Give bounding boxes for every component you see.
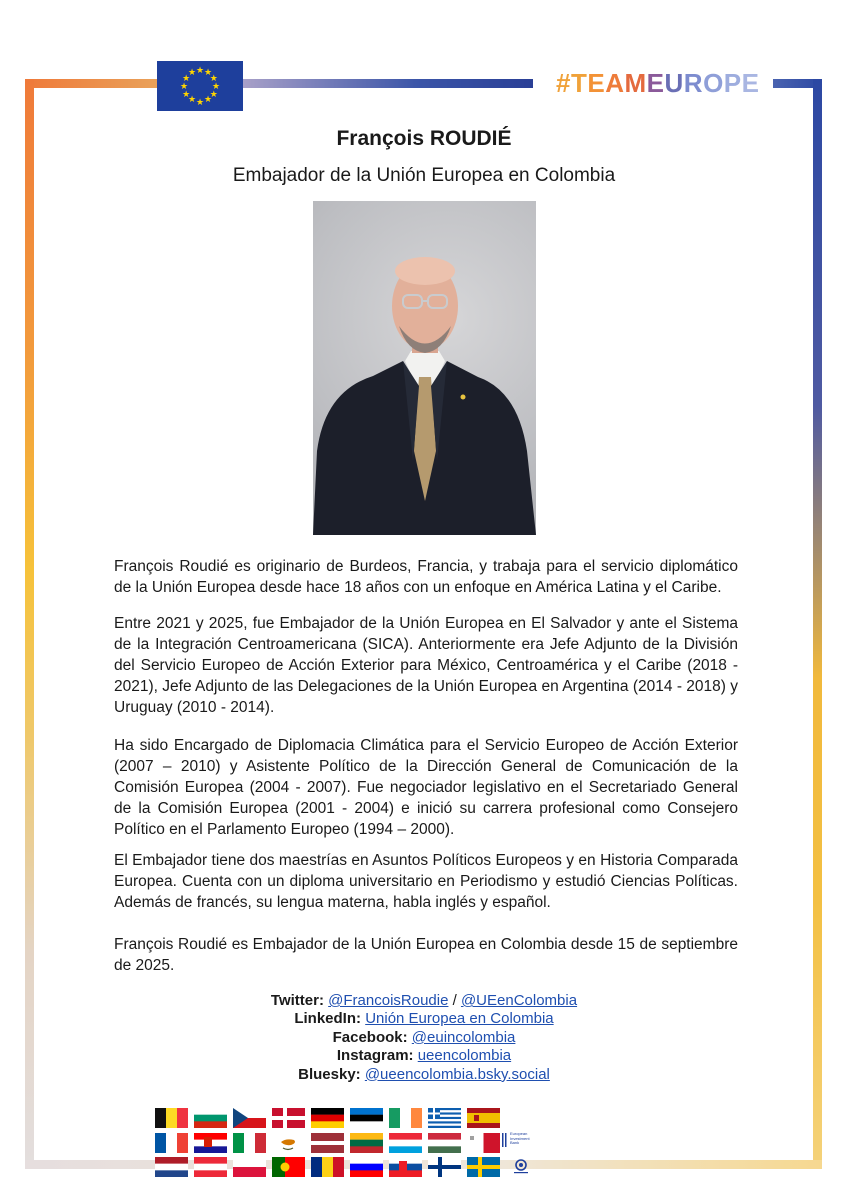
eu-flag-logo	[157, 61, 243, 111]
facebook-link[interactable]: @euincolombia	[411, 1028, 516, 1046]
slovenia-flag	[350, 1157, 383, 1177]
linkedin-link[interactable]: Unión Europea en Colombia	[365, 1010, 554, 1028]
malta-flag	[467, 1133, 500, 1153]
twitter-row	[0, 992, 848, 1010]
eu-star-icon: ★	[203, 94, 213, 105]
twitter-label: Twitter:	[270, 992, 324, 1009]
sweden-flag	[467, 1157, 500, 1177]
frame-top-left-bar	[25, 79, 160, 88]
cyprus-flag	[272, 1133, 305, 1153]
instagram-link[interactable]: ueencolombia	[417, 1047, 512, 1065]
finland-flag	[428, 1157, 461, 1177]
eib-logo	[502, 1131, 536, 1153]
twitter-separator: /	[448, 992, 461, 1009]
frame-top-middle-bar	[243, 79, 533, 88]
bulgaria-flag	[194, 1108, 227, 1128]
bio-paragraph-career: Entre 2021 y 2025, fue Embajador de la Unión Europea en El Salvador y ante el Sistema de la Integración Centroamericana (SICA). Anteriormente era Jefe Adjunto de la División del Servicio Europeo de Acción Exterior para México, Centroamérica y el Caribe (2018 - 2021), Jefe Adjunto de las Delegaciones de la Unión Europea en Argentina (2014 - 2018) y Uruguay (2010 - 2014).	[114, 615, 738, 716]
eu-star-icon: ★	[182, 88, 191, 99]
bio-paragraph-origin: François Roudié es originario de Burdeos, Francia, y trabaja para el servicio diplomático de la Unión Europea desde hace 18 años con un enfoque en América Latina y el Caribe.	[114, 558, 738, 596]
germany-flag	[311, 1108, 344, 1128]
eu-star-icon: ★	[195, 96, 205, 107]
hashtag-letter: E	[646, 68, 665, 98]
romania-flag	[311, 1157, 344, 1177]
eu-star-icon: ★	[209, 88, 218, 99]
facebook-label: Facebook:	[332, 1028, 408, 1046]
bluesky-label: Bluesky:	[298, 1065, 361, 1083]
eu-star-icon: ★	[187, 94, 197, 105]
hashtag-letter: E	[587, 68, 606, 98]
hungary-flag	[428, 1133, 461, 1153]
greece-flag	[428, 1108, 461, 1128]
hashtag-letter: U	[664, 68, 684, 98]
latvia-flag	[311, 1133, 344, 1153]
france-flag	[155, 1133, 188, 1153]
twitter-link-delegation[interactable]: @UEenColombia	[460, 992, 578, 1009]
eu-star-icon: ★	[182, 72, 191, 83]
eu-star-icon: ★	[209, 72, 218, 83]
facebook-row	[0, 1029, 848, 1047]
slovakia-flag	[389, 1157, 422, 1177]
eib-logo-mark	[502, 1133, 508, 1147]
page-title: François ROUDIÉ	[336, 127, 512, 150]
bluesky-link[interactable]: @ueencolombia.bsky.social	[364, 1065, 550, 1083]
hashtag-letter: O	[703, 68, 724, 98]
czechia-flag	[233, 1108, 266, 1128]
portrait-illustration	[313, 201, 536, 535]
hashtag-letter: T	[570, 68, 588, 98]
twitter-link-personal[interactable]: @FrancoisRoudie	[328, 992, 449, 1009]
instagram-label: Instagram:	[336, 1047, 414, 1065]
linkedin-label: LinkedIn:	[294, 1010, 362, 1028]
eu-star-icon: ★	[179, 80, 189, 91]
social-contacts	[0, 992, 848, 1084]
belgium-flag	[155, 1108, 188, 1128]
bluesky-row	[0, 1066, 848, 1084]
luxembourg-flag	[389, 1133, 422, 1153]
instagram-row	[0, 1047, 848, 1065]
eu-star-icon: ★	[187, 66, 197, 77]
italy-flag	[233, 1133, 266, 1153]
eu-star-icon: ★	[211, 80, 221, 91]
team-europe-hashtag	[556, 68, 759, 99]
linkedin-row	[0, 1010, 848, 1028]
austria-flag	[194, 1157, 227, 1177]
eib-round-logo	[510, 1158, 532, 1176]
eib-logo-word: Investment	[510, 1135, 530, 1141]
portrait-photo	[313, 201, 536, 535]
hashtag-letter: P	[723, 68, 742, 98]
poland-flag	[233, 1157, 266, 1177]
hashtag-letter: R	[683, 68, 704, 98]
frame-bottom-bar	[25, 1160, 822, 1169]
eu-star-icon: ★	[195, 64, 205, 75]
eib-logo-text	[510, 1132, 530, 1146]
spain-flag	[467, 1108, 500, 1128]
croatia-flag	[194, 1133, 227, 1153]
hashtag-letter: E	[741, 68, 760, 98]
denmark-flag	[272, 1108, 305, 1128]
page-subtitle: Embajador de la Unión Europea en Colombia	[232, 165, 616, 186]
eu-star-icon: ★	[203, 66, 213, 77]
bio-paragraph-current-post: François Roudié es Embajador de la Unión Europea en Colombia desde 15 de septiembre de 2025.	[114, 936, 738, 974]
netherlands-flag	[155, 1157, 188, 1177]
portugal-flag	[272, 1157, 305, 1177]
ireland-flag	[389, 1108, 422, 1128]
bio-paragraph-experience: Ha sido Encargado de Diplomacia Climática para el Servicio Europeo de Acción Exterior (2007 – 2010) y Asistente Político de la Dirección General de Comunicación de la Comisión Europea (2004 - 2007). Fue negociador legislativo en el Secretariado General de la Comisión Europea (2001 - 2004) e inició su carrera profesional como Consejero Político en el Parlamento Europeo (1994 – 2000).	[114, 737, 738, 838]
hashtag-letter: #	[556, 68, 571, 98]
bio-paragraph-education: El Embajador tiene dos maestrías en Asuntos Políticos Europeos y en Historia Comparada Europea. Cuenta con un diploma universitario en Periodismo y estudió Ciencias Políticas. Además de francés, su lengua materna, habla inglés y español.	[114, 852, 738, 911]
hashtag-letter: M	[624, 68, 647, 98]
eib-logo-word: Bank	[510, 1140, 520, 1145]
estonia-flag	[350, 1108, 383, 1128]
hashtag-letter: A	[605, 68, 625, 98]
lithuania-flag	[350, 1133, 383, 1153]
eib-logo-word: European	[510, 1131, 528, 1136]
